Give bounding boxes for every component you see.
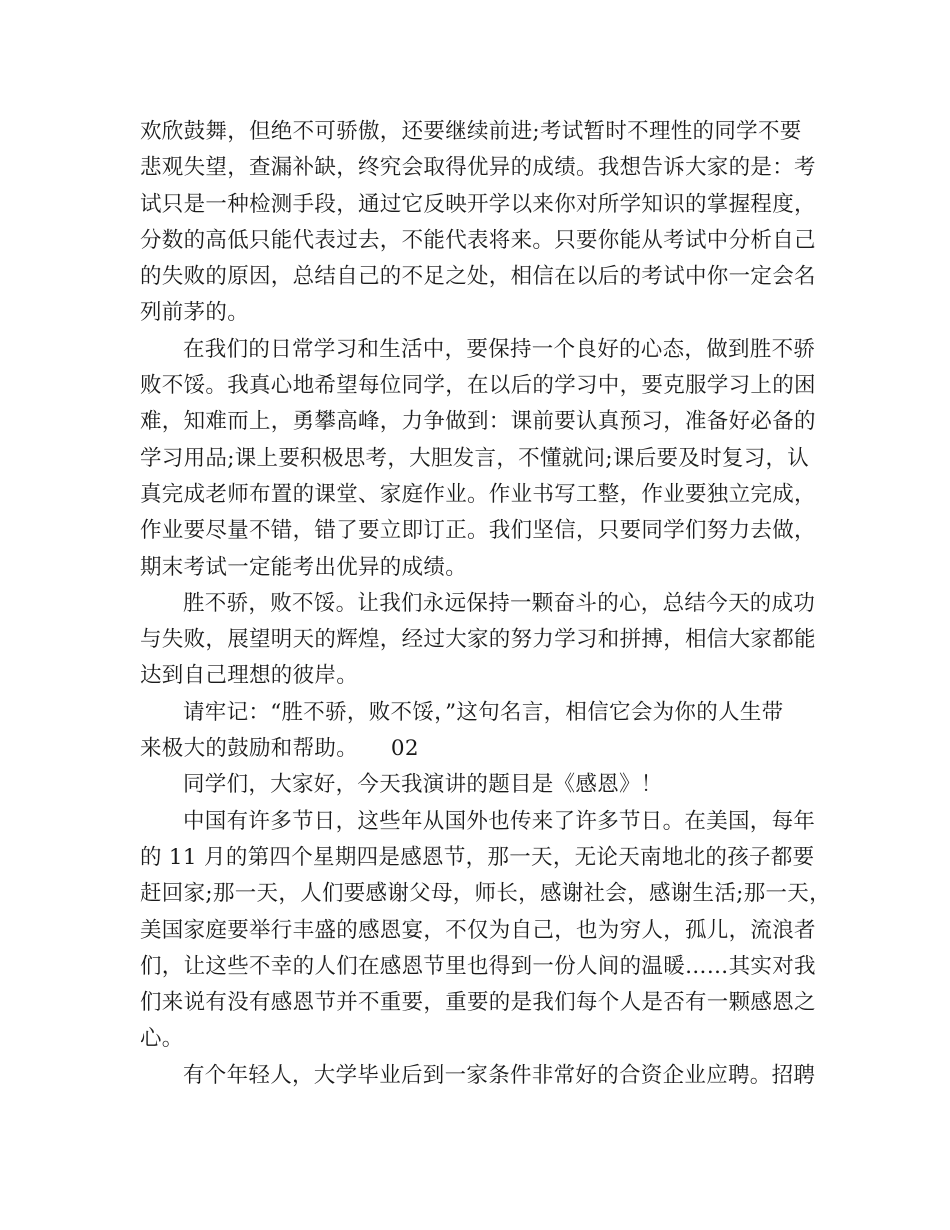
text-line: 的失败的原因，总结自己的不足之处，相信在以后的考试中你一定会名 [140,264,816,290]
text-line: 中国有许多节日，这些年从国外也传来了许多节日。在美国，每年 [183,808,816,834]
text-line: 心。 [140,1026,184,1052]
text-line: 分数的高低只能代表过去，不能代表将来。只要你能从考试中分析自己 [140,227,816,253]
text-line: 达到自己理想的彼岸。 [140,663,359,689]
text-line: 列前茅的。 [140,300,250,326]
text-line: 悲观失望，查漏补缺，终究会取得优异的成绩。我想告诉大家的是：考 [140,155,816,181]
text-line: 有个年轻人，大学毕业后到一家条件非常好的合资企业应聘。招聘 [183,1062,816,1088]
text-line: 作业要尽量不错，错了要立即订正。我们坚信，只要同学们努力去做， [140,518,816,544]
text-line: 美国家庭要举行丰盛的感恩宴，不仅为自己，也为穷人，孤儿，流浪者 [140,917,816,943]
text-line: 的 11 月的第四个星期四是感恩节，那一天，无论天南地北的孩子都要 [140,844,815,870]
text-line: 来极大的鼓励和帮助。 02 [140,736,419,762]
text-line: 试只是一种检测手段，通过它反映开学以来你对所学知识的掌握程度， [140,191,816,217]
document-body [140,114,831,1094]
text-line: 真完成老师布置的课堂、家庭作业。作业书写工整，作业要独立完成， [140,481,816,507]
text-line: 请牢记：“胜不骄，败不馁，”这句名言，相信它会为你的人生带 [183,699,784,725]
text-line: 学习用品;课上要积极思考，大胆发言，不懂就问;课后要及时复习，认 [140,445,810,471]
text-line: 期末考试一定能考出优异的成绩。 [140,554,468,580]
text-line: 胜不骄，败不馁。让我们永远保持一颗奋斗的心，总结今天的成功 [183,590,816,616]
text-line: 们来说有没有感恩节并不重要，重要的是我们每个人是否有一颗感恩之 [140,990,816,1016]
text-line: 们，让这些不幸的人们在感恩节里也得到一份人间的温暖……其实对我 [140,953,816,979]
text-line: 同学们，大家好，今天我演讲的题目是《感恩》！ [183,772,663,798]
text-line: 赶回家;那一天，人们要感谢父母，师长，感谢社会，感谢生活;那一天， [140,881,831,907]
text-line: 难，知难而上，勇攀高峰，力争做到：课前要认真预习，准备好必备的 [140,409,816,435]
text-line: 在我们的日常学习和生活中，要保持一个良好的心态，做到胜不骄 [183,336,816,362]
text-line: 欢欣鼓舞，但绝不可骄傲，还要继续前进;考试暂时不理性的同学不要 [140,119,802,144]
text-line: 败不馁。我真心地希望每位同学，在以后的学习中，要克服学习上的困 [140,373,816,399]
text-line: 与失败，展望明天的辉煌，经过大家的努力学习和拼搏，相信大家都能 [140,627,816,653]
